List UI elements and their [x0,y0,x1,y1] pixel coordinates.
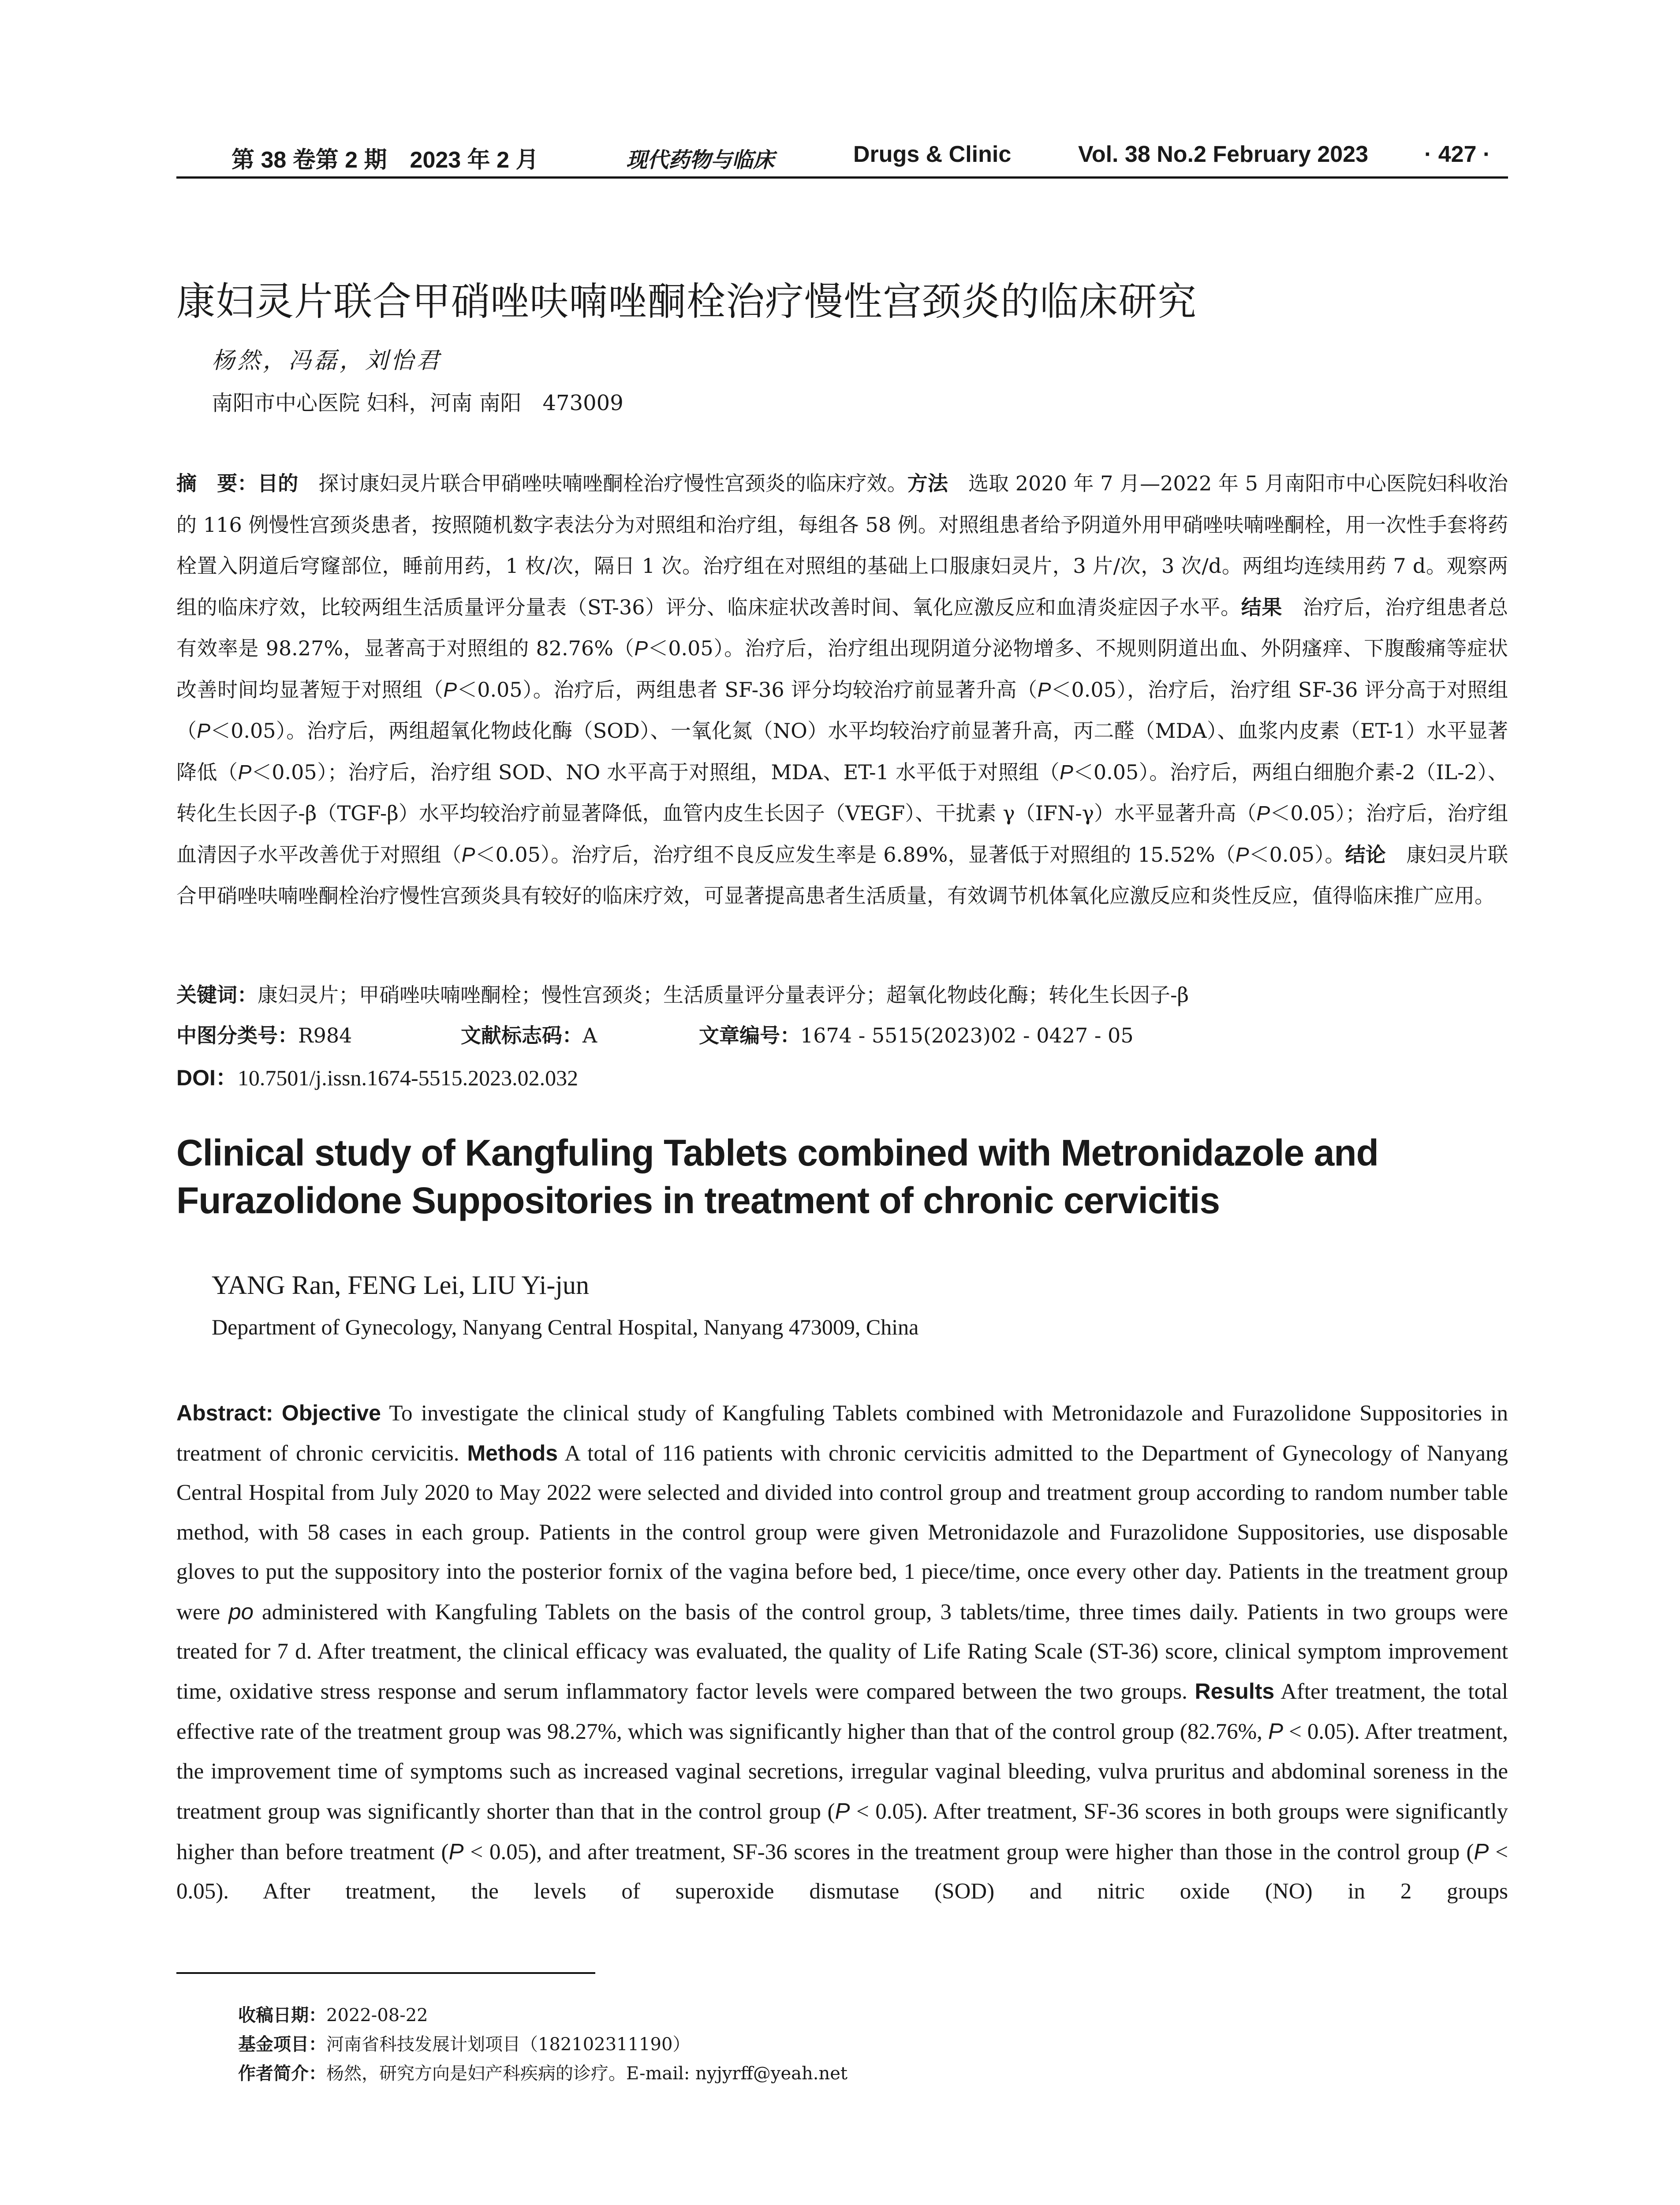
footnote-fund [238,2030,690,2056]
cn-doc-code-label: 文献标志码： [461,1024,582,1047]
cn-results-text: ＜0.05）。治疗后，两组超氧化物歧化酶（SOD）、一氧化氮（NO）水平均较治疗前显著升高，丙二醛（MDA）、血浆内皮素（ET-1）水平显著降低（ [176,719,1508,784]
en-affiliation: Department of Gynecology, Nanyang Central Hospital, Nanyang 473009, China [212,1315,919,1339]
cn-methods-text: 选取 2020 年 7 月—2022 年 5 月南阳市中心医院妇科收治的 116 例慢性宫颈炎患者，按照随机数字表法分为对照组和治疗组，每组各 58 例。对照组患者给予阴道外用甲硝唑呋喃唑酮栓，用一次性手套将药栓置入阴道后穹窿部位，睡前用药，1 枚/次，隔日 1 次。治疗组在对照组的基础上口服康妇灵片，3 片/次，3 次/d。两组均连续用药 7 d。观察两组的临床疗效，比较两组生活质量评分量表（ST-36）评分、临床症状改善时间、氧化应激反应和血清炎症因子水平。 [176,471,1508,619]
cn-classification [176,1020,352,1049]
cn-conclusion-label: 结论 [1345,843,1386,866]
p-symbol: P [461,843,475,866]
p-symbol: P [1474,1839,1489,1864]
en-abstract-label: Abstract: [176,1401,273,1425]
cn-objective-label: 目的 [258,472,299,495]
cn-article-number [699,1020,1134,1049]
cn-keywords-label: 关键词： [176,983,258,1006]
fund-text: 河南省科技发展计划项目（182102311190） [326,2034,691,2055]
p-symbol: P [238,760,252,784]
po-abbrev: po [228,1599,254,1624]
running-header [176,141,1508,181]
cn-article-no-value: 1674 - 5515(2023)02 - 0427 - 05 [800,1024,1134,1047]
fund-label: 基金项目： [238,2035,326,2054]
cn-keywords [176,979,1189,1008]
received-date: 2022-08-22 [326,2005,428,2026]
cn-results-text: ＜0.05）。治疗后，两组患者 SF-36 评分均较治疗前显著升高（ [457,677,1038,702]
en-objective-label: Objective [281,1401,381,1425]
header-rule [176,176,1508,179]
cn-article-no-label: 文章编号： [699,1024,800,1047]
p-symbol: P [1268,1719,1283,1744]
cn-conclusion-text: 康妇灵片联合甲硝唑呋喃唑酮栓治疗慢性宫颈炎具有较好的临床疗效，可显著提高患者生活质量，有效调节机体氧化应激反应和炎性反应，值得临床推广应用。 [176,842,1508,908]
cn-results-text: ＜0.05）。治疗后，治疗组出现阴道分泌物增多、不规则阴道出血、外阴瘙痒、下腹酸痛等症状改善时间均显著短于对照组（ [176,636,1508,702]
cn-doi [176,1060,578,1092]
cn-clc-value: R984 [298,1024,352,1047]
footnote-rule [176,1972,595,1974]
doi-label: DOI： [176,1065,238,1090]
cn-doc-code [461,1020,597,1049]
cn-results-text: ＜0.05）；治疗后，治疗组 SOD、NO 水平高于对照组，MDA、ET-1 水平低于对照组（ [251,760,1060,784]
en-results-text: < 0.05). After treatment, the improvement time of symptoms such as increased vaginal secretions, irregular vaginal bleeding, vulva pruritus and abdominal soreness in the treatment group was significantly shorter than that in the control group ( [176,1719,1508,1824]
p-symbol: P [448,1839,464,1864]
cn-results-text: ＜0.05）。治疗后，两组白细胞介素-2（IL-2）、转化生长因子-β（TGF-β）水平均较治疗前显著降低，血管内皮生长因子（VEGF）、干扰素 γ（IFN-γ）水平显著升高（ [176,760,1508,825]
cn-doc-code-value: A [582,1024,597,1047]
p-symbol: P [1037,678,1051,701]
p-symbol: P [634,637,648,660]
cn-authors: 杨然，冯磊，刘怡君 [212,348,442,374]
author-bio-text: 杨然，研究方向是妇产科疾病的诊疗。E-mail: nyjyrff@yeah.net [326,2063,848,2084]
header-issue-en: Vol. 38 No.2 February 2023 [1078,142,1368,167]
header-page-number: · 427 · [1424,142,1491,167]
doi-value: 10.7501/j.issn.1674-5515.2023.02.032 [237,1065,579,1090]
en-abstract [176,1394,1508,1912]
en-results-text: < 0.05), and after treatment, SF-36 scores in the treatment group were higher than those in the control group ( [470,1839,1474,1865]
p-symbol: P [197,719,211,742]
footnote-author [238,2059,847,2085]
p-symbol: P [1060,760,1073,784]
footnote-received [238,2001,428,2026]
cn-abstract-label: 摘 要： [176,472,258,495]
cn-results-text: ＜0.05）；治疗后，治疗组血清因子水平改善优于对照组（ [176,801,1508,867]
p-symbol: P [443,678,457,701]
en-results-text: < 0.05). After treatment, the levels of superoxide dismutase (SOD) and nitric oxide (NO) in 2 groups [176,1839,1508,1904]
p-symbol: P [1235,843,1249,866]
en-methods-text: A total of 116 patients with chronic cervicitis admitted to the Department of Gynecology of Nanyang Central Hospital from July 2020 to May 2022 were selected and divided into control group and treatment group according to random number table method, with 58 cases in each group. Patients in the control group were given Metronidazole and Furazolidone Suppositories, use disposable gloves to put the suppository into the posterior fornix of the vagina before bed, 1 piece/time, once every other day. Patients in the treatment group were [176,1441,1508,1625]
author-bio-label: 作者简介： [238,2064,326,2083]
cn-methods-label: 方法 [907,472,948,495]
en-objective-text: To investigate the clinical study of Kangfuling Tablets combined with Metronidazole and Furazolidone Suppositories in treatment of chronic cervicitis. [176,1401,1508,1466]
cn-results-text: ＜0.05）。治疗后，治疗组不良反应发生率是 6.89%，显著低于对照组的 15.52%（ [475,842,1236,867]
cn-results-text: ＜0.05），治疗后，治疗组 SF-36 评分高于对照组（ [176,677,1508,743]
en-results-label: Results [1195,1678,1275,1704]
cn-affiliation: 南阳市中心医院 妇科，河南 南阳 473009 [212,391,623,415]
header-journal-en: Drugs & Clinic [853,142,1012,167]
header-journal-cn: 现代药物与临床 [626,148,775,172]
received-label: 收稿日期： [238,2006,326,2025]
cn-title: 康妇灵片联合甲硝唑呋喃唑酮栓治疗慢性宫颈炎的临床研究 [176,278,1197,324]
cn-objective-text: 探讨康妇灵片联合甲硝唑呋喃唑酮栓治疗慢性宫颈炎的临床疗效。 [318,471,907,495]
en-authors: YANG Ran, FENG Lei, LIU Yi-jun [212,1271,590,1300]
header-issue-cn: 第 38 卷第 2 期 2023 年 2 月 [231,147,539,173]
en-title: Clinical study of Kangfuling Tablets combined with Metronidazole and Furazolidone Suppositories in treatment of chronic cervicitis [176,1132,1378,1221]
p-symbol: P [1256,802,1270,825]
cn-clc-label: 中图分类号： [176,1024,298,1047]
en-methods-label: Methods [467,1440,558,1465]
cn-keywords-text: 康妇灵片；甲硝唑呋喃唑酮栓；慢性宫颈炎；生活质量评分量表评分；超氧化物歧化酶；转化生长因子-β [258,983,1189,1007]
cn-results-text: 治疗后，治疗组患者总有效率是 98.27%，显著高于对照组的 82.76%（ [176,595,1508,660]
en-methods-text: administered with Kangfuling Tablets on the basis of the control group, 3 tablets/time, three times daily. Patients in two groups were treated for 7 d. After treatment, the clinical efficacy was evaluated, the quality of Life Rating Scale (ST-36) score, clinical symptom improvement time, oxidative stress response and serum inflammatory factor levels were compared between the two groups. [176,1600,1508,1704]
p-symbol: P [835,1798,850,1824]
en-results-text: After treatment, the total effective rate of the treatment group was 98.27%, which was significantly higher than that of the control group (82.76%, [176,1679,1508,1744]
cn-abstract [176,463,1508,917]
cn-results-text: ＜0.05）。 [1249,842,1345,867]
cn-results-label: 结果 [1241,595,1282,619]
en-results-text: < 0.05). After treatment, SF-36 scores in both groups were significantly higher than before treatment ( [176,1799,1508,1865]
